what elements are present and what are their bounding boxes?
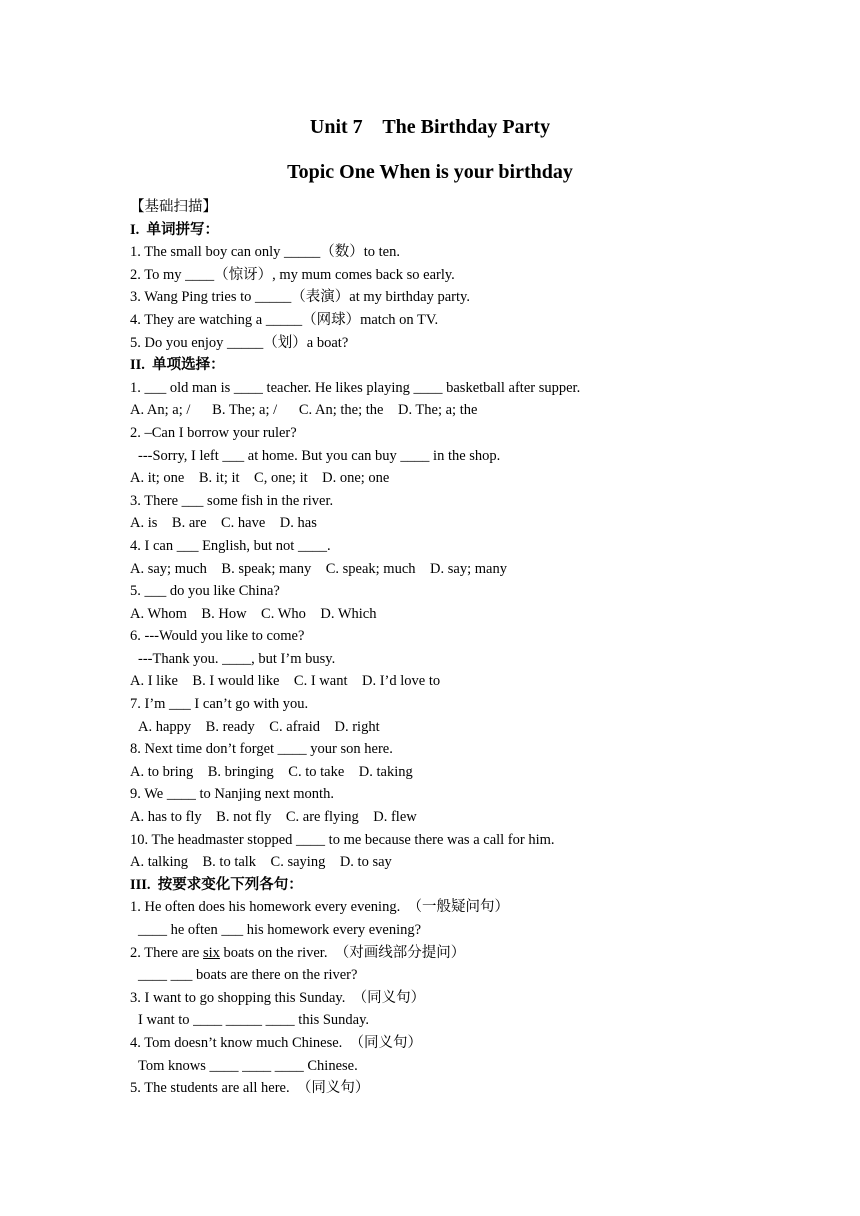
choice-question-reply: ---Thank you. ____, but I’m busy.: [138, 650, 336, 667]
spelling-item: 2. To my ____（惊讶）, my mum comes back so early.: [130, 266, 455, 283]
choice-question: 6. ---Would you like to come?: [130, 628, 305, 645]
question-text-start: 2. There are: [130, 944, 203, 961]
choice-question: 2. –Can I borrow your ruler?: [130, 424, 297, 441]
transform-question: [130, 942, 830, 965]
choice-options: A. is B. are C. have D. has: [130, 515, 317, 532]
underlined-word: six: [203, 944, 220, 961]
section-heading-spelling: I. 单词拼写：: [130, 221, 220, 238]
transform-question: 3. I want to go shopping this Sunday. （同义句）: [130, 989, 426, 1006]
unit-title: Unit 7 The Birthday Party: [309, 116, 551, 138]
transform-question: 1. He often does his homework every evening. （一般疑问句）: [130, 899, 509, 916]
transform-answer: Tom knows ____ ____ ____ Chinese.: [138, 1057, 358, 1074]
choice-question: 3. There ___ some fish in the river.: [130, 492, 334, 509]
choice-options: A. talking B. to talk C. saying D. to say: [130, 854, 392, 871]
spelling-item: 5. Do you enjoy _____（划）a boat?: [130, 334, 349, 351]
choice-options: A. say; much B. speak; many C. speak; much D. say; many: [130, 560, 507, 577]
transform-answer: ____ ___ boats are there on the river?: [138, 967, 358, 984]
transform-answer: ____ he often ___ his homework every evening?: [138, 922, 422, 938]
choice-question: 9. We ____ to Nanjing next month.: [130, 786, 334, 803]
question-text-end: boats on the river. （对画线部分提问）: [219, 944, 466, 961]
choice-question: 7. I’m ___ I can’t go with you.: [130, 696, 309, 713]
choice-question: 1. ___ old man is ____ teacher. He likes playing ____ basketball after supper.: [130, 379, 581, 396]
spelling-item: 4. They are watching a _____（网球）match on TV.: [130, 311, 439, 328]
choice-options: A. I like B. I would like C. I want D. I’d love to: [130, 673, 441, 690]
section-heading-transform: III. 按要求变化下列各句：: [130, 876, 303, 893]
choice-options: A. has to fly B. not fly C. are flying D. flew: [130, 809, 417, 826]
choice-question: 4. I can ___ English, but not ____.: [130, 537, 331, 554]
spelling-item: 1. The small boy can only _____（数）to ten.: [130, 244, 400, 261]
transform-answer: I want to ____ _____ ____ this Sunday.: [138, 1012, 370, 1029]
choice-question: 8. Next time don’t forget ____ your son here.: [130, 741, 393, 758]
choice-options: A. to bring B. bringing C. to take D. taking: [130, 763, 413, 780]
section-basic-scan: 【基础扫描】: [130, 199, 217, 215]
transform-question: 5. The students are all here. （同义句）: [130, 1080, 370, 1097]
worksheet-body: [130, 196, 830, 1100]
choice-question: 5. ___ do you like China?: [130, 583, 280, 600]
choice-question-reply: ---Sorry, I left ___ at home. But you can buy ____ in the shop.: [138, 447, 501, 464]
topic-title: Topic One When is your birthday: [287, 161, 573, 183]
choice-options: A. An; a; / B. The; a; / C. An; the; the D. The; a; the: [130, 402, 478, 419]
spelling-item: 3. Wang Ping tries to _____（表演）at my birthday party.: [130, 289, 470, 306]
choice-options: A. Whom B. How C. Who D. Which: [130, 605, 377, 622]
transform-question: 4. Tom doesn’t know much Chinese. （同义句）: [130, 1034, 423, 1051]
section-heading-choice: II. 单项选择：: [130, 357, 225, 374]
choice-options: A. happy B. ready C. afraid D. right: [138, 718, 380, 735]
choice-question: 10. The headmaster stopped ____ to me because there was a call for him.: [130, 831, 555, 848]
choice-options: A. it; one B. it; it C, one; it D. one; one: [130, 470, 390, 487]
